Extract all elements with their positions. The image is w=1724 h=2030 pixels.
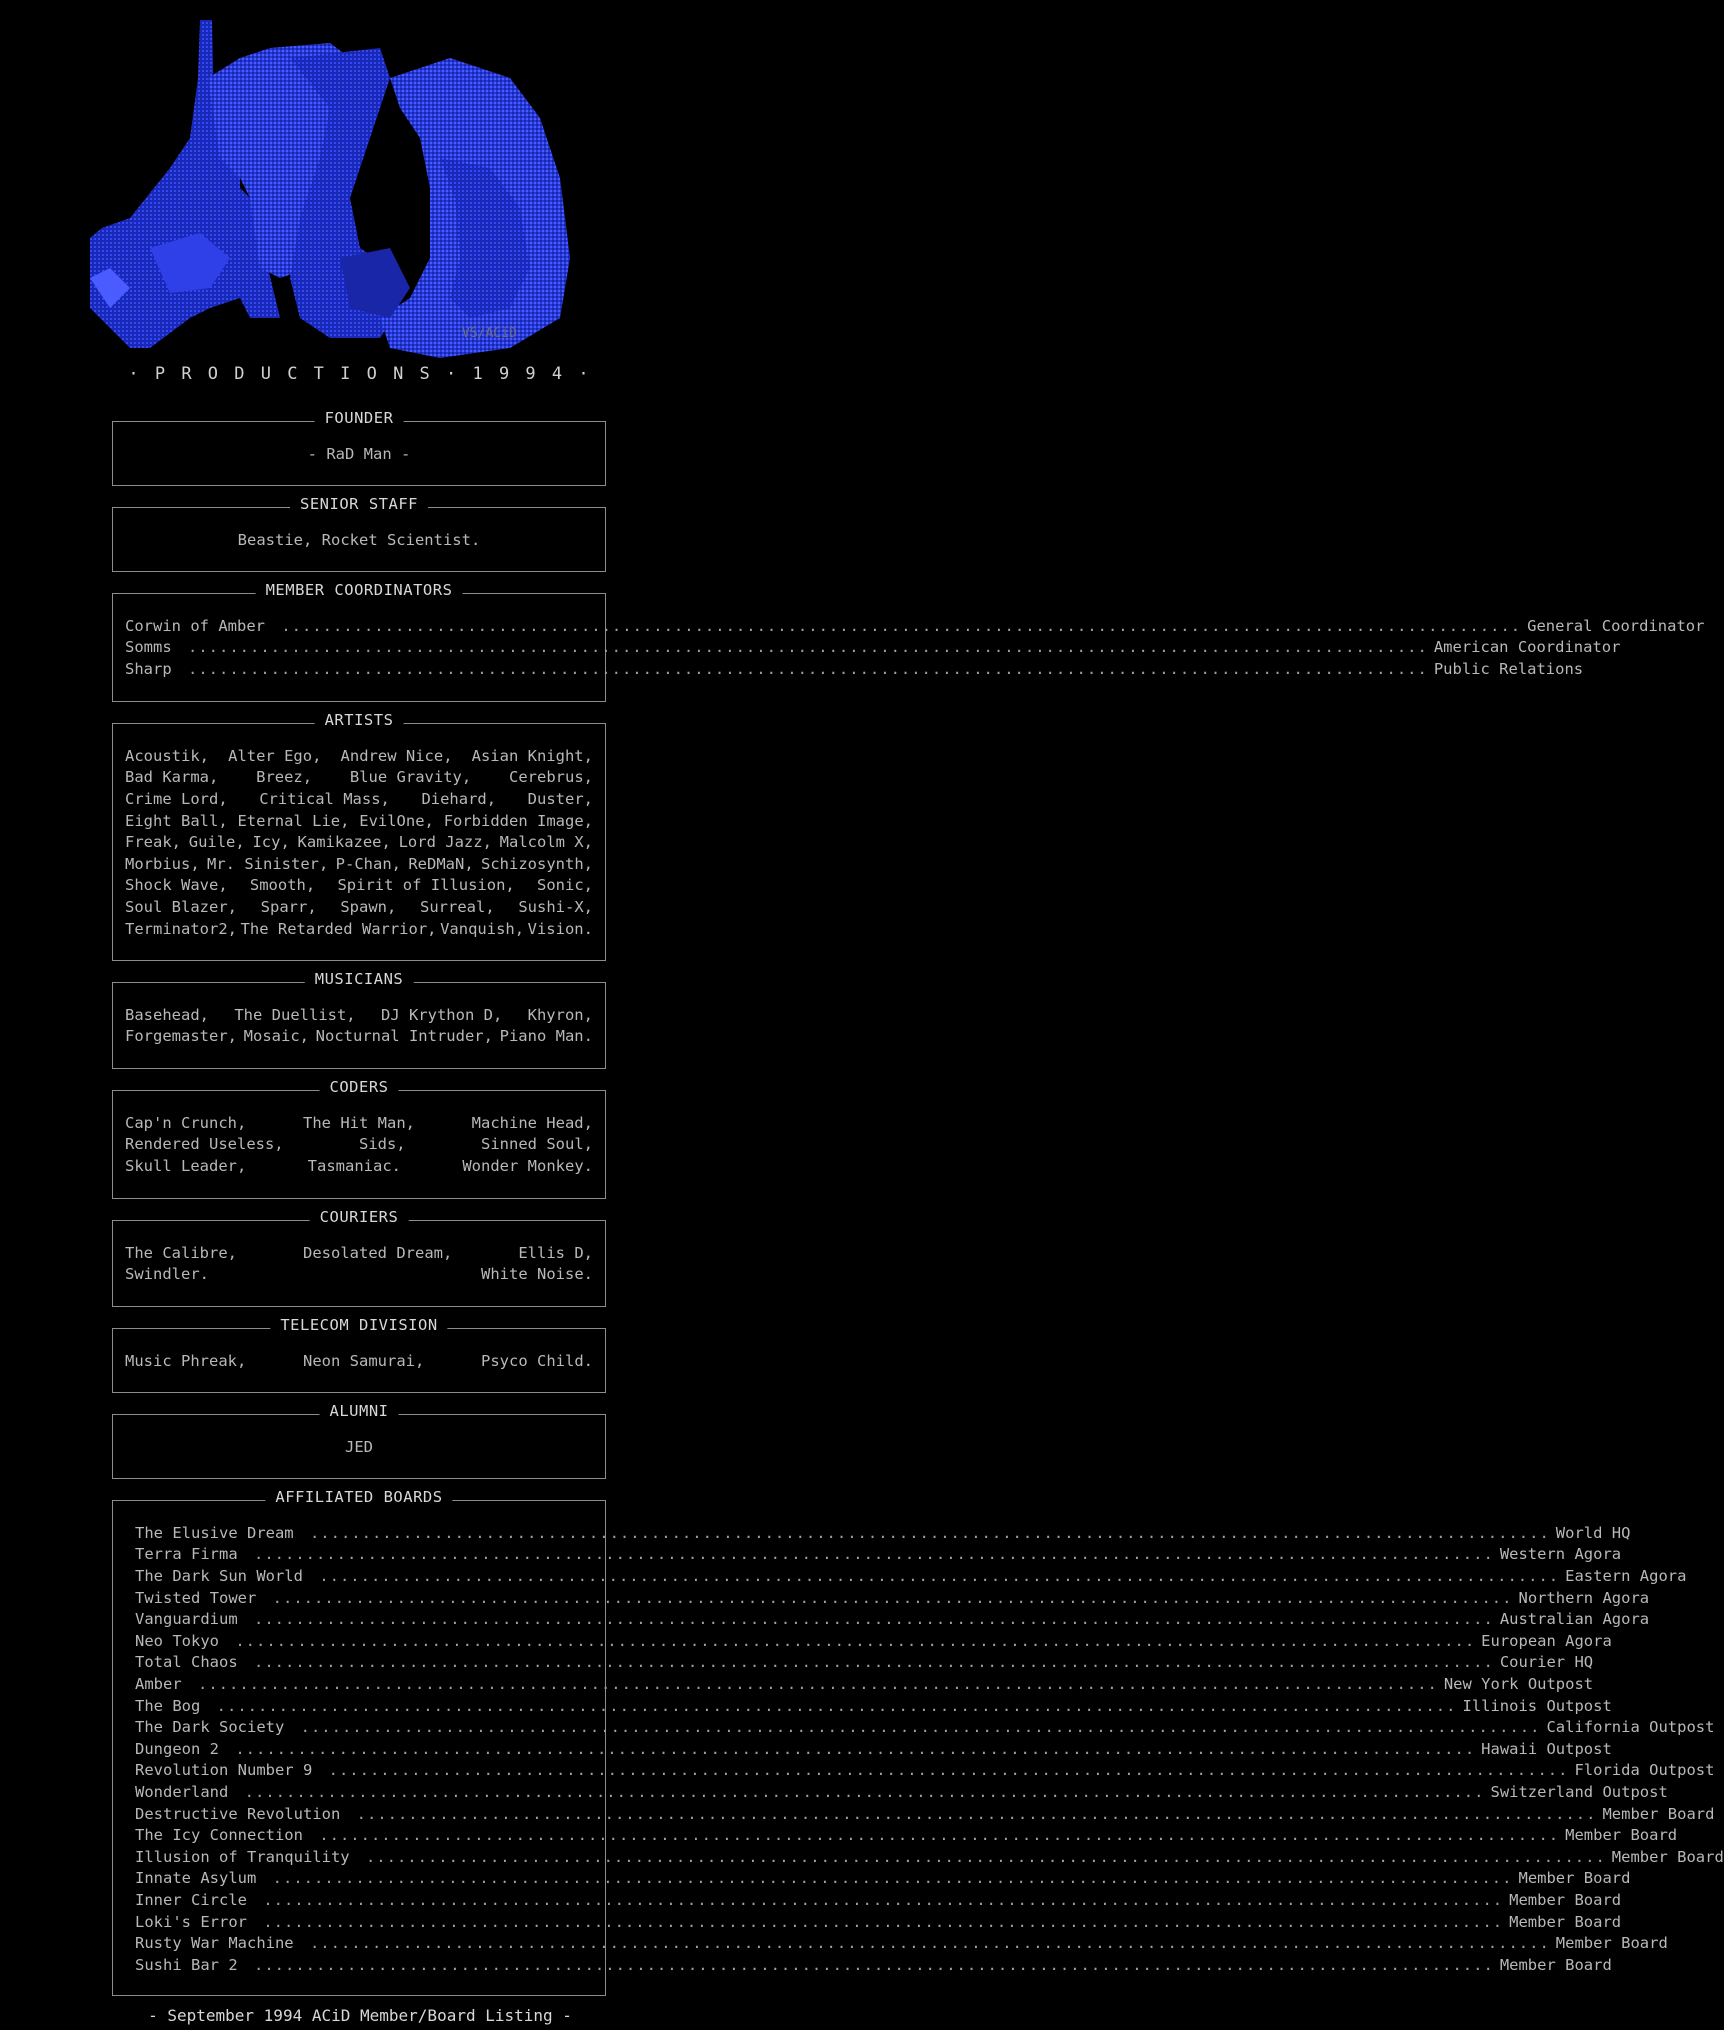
leader-dots: ........................................................................................................................ (252, 1912, 1504, 1931)
member-name: Icy, (252, 833, 290, 852)
artists-section (112, 711, 606, 961)
member-name: ReDMaN, (408, 854, 474, 873)
entry-role: American Coordinator (1433, 638, 1621, 657)
member-name: Sinned Soul, (481, 1135, 593, 1154)
listing-row (135, 1608, 1650, 1630)
entry-role: General Coordinator (1527, 616, 1705, 635)
listing-row (135, 1630, 1612, 1652)
entry-name: Sharp (125, 659, 172, 678)
member-name: Mosaic, (243, 1027, 309, 1046)
name-row (125, 1155, 593, 1177)
name-row (125, 831, 593, 853)
member-name: Asian Knight, (471, 746, 593, 765)
entry-role: European Agora (1481, 1631, 1612, 1650)
entry-name: The Dark Sun World (135, 1566, 303, 1585)
member-name: Kamikazee, (297, 833, 391, 852)
entry-role: Member Board (1499, 1955, 1612, 1974)
entry-name: Total Chaos (135, 1653, 238, 1672)
member-name: Diehard, (421, 789, 497, 808)
member-name: Freak, (125, 833, 181, 852)
entry-name: The Icy Connection (135, 1826, 303, 1845)
footer-caption: - September 1994 ACiD Member/Board Listing - (148, 2006, 572, 2025)
couriers-section (112, 1208, 606, 1307)
entry-name: Inner Circle (135, 1890, 247, 1909)
productions-banner: · P R O D U C T I O N S · 1 9 9 4 · (128, 364, 592, 384)
member-name: Swindler. (125, 1265, 209, 1284)
name-row (125, 918, 593, 940)
name-row (125, 1026, 593, 1048)
member-name: Sparr, (260, 897, 317, 916)
leader-dots: ........................................................................................................................ (290, 1718, 1541, 1737)
member-name: Andrew Nice, (340, 746, 453, 765)
section-title: COURIERS (310, 1208, 409, 1226)
member-name: Psyco Child. (481, 1351, 593, 1370)
leader-dots: ........................................................................................................................ (234, 1782, 1485, 1801)
member-name: Skull Leader, (125, 1156, 247, 1175)
section-title: FOUNDER (315, 409, 404, 427)
member-name: Machine Head, (471, 1113, 593, 1132)
listing-row (135, 1652, 1594, 1674)
listing-row (135, 1738, 1612, 1760)
member-name: Cerebrus, (509, 768, 593, 787)
member-name: The Duellist, (234, 1005, 356, 1024)
listing-row (135, 1781, 1668, 1803)
entry-role: Australian Agora (1499, 1610, 1650, 1629)
leader-dots: ........................................................................................................................ (270, 616, 1522, 635)
section-title: TELECOM DIVISION (270, 1316, 447, 1334)
listing-row (135, 1824, 1678, 1846)
entry-role: Member Board (1611, 1847, 1724, 1866)
member-name: Rendered Useless, (125, 1135, 284, 1154)
member-name: Mr. Sinister, (207, 854, 329, 873)
member-name: Khyron, (527, 1005, 593, 1024)
entry-role: World HQ (1555, 1523, 1631, 1542)
entry-role: Western Agora (1499, 1545, 1622, 1564)
leader-dots: ........................................................................................................................ (346, 1804, 1597, 1823)
entry-name: Amber (135, 1674, 182, 1693)
member-name: Neon Samurai, (303, 1351, 425, 1370)
member-name: Bad Karma, (125, 768, 219, 787)
member-name: Forbidden Image, (443, 811, 593, 830)
listing-row (135, 1868, 1631, 1890)
member-name: Sids, (358, 1135, 406, 1154)
listing-row (135, 1846, 1724, 1868)
leader-dots: ........................................................................................................................ (177, 638, 1428, 657)
entry-role: Member Board (1555, 1934, 1668, 1953)
leader-dots: ........................................................................................................................ (243, 1545, 1494, 1564)
entry-name: Vanguardium (135, 1610, 238, 1629)
entry-role: New York Outpost (1443, 1674, 1594, 1693)
member-name: Sushi-X, (518, 897, 593, 916)
listing-row (135, 1565, 1687, 1587)
alumni-names: JED (345, 1437, 373, 1456)
entry-name: The Elusive Dream (135, 1523, 294, 1542)
telecom-section (112, 1316, 606, 1393)
leader-dots: ........................................................................................................................ (308, 1826, 1560, 1845)
member-name: Spirit of Illusion, (337, 876, 515, 895)
entry-name: Neo Tokyo (135, 1631, 219, 1650)
section-title: MEMBER COORDINATORS (256, 581, 463, 599)
member-name: Acoustik, (125, 746, 209, 765)
member-name: Desolated Dream, (303, 1243, 453, 1262)
name-row (125, 1264, 593, 1286)
founder-section (112, 409, 606, 486)
member-name: Lord Jazz, (398, 833, 492, 852)
name-row (125, 875, 593, 897)
member-name: Breez, (256, 768, 313, 787)
member-name: DJ Krython D, (380, 1005, 503, 1024)
leader-dots: ........................................................................................................................ (177, 659, 1428, 678)
entry-role: Eastern Agora (1565, 1566, 1687, 1585)
entry-name: Wonderland (135, 1782, 229, 1801)
leader-dots: ........................................................................................................................ (308, 1566, 1560, 1585)
coders-section (112, 1078, 606, 1199)
leader-dots: ........................................................................................................................ (299, 1934, 1550, 1953)
entry-role: Hawaii Outpost (1481, 1739, 1612, 1758)
musicians-section (112, 970, 606, 1069)
member-name: The Hit Man, (303, 1113, 415, 1132)
member-name: Forgemaster, (125, 1027, 237, 1046)
listing-row (125, 615, 1705, 637)
member-name: Terminator2, (125, 919, 237, 938)
artist-signature: VS/ACiD (462, 326, 517, 341)
section-title: SENIOR STAFF (290, 495, 428, 513)
member-coordinators-section (112, 581, 1705, 702)
listing-row (135, 1544, 1622, 1566)
name-row (125, 1350, 593, 1372)
listing-row (125, 658, 1584, 680)
member-name: The Calibre, (125, 1243, 237, 1262)
listing-row (135, 1760, 1715, 1782)
listing-row (135, 1932, 1668, 1954)
member-name: Ellis D, (518, 1243, 593, 1262)
listing-row (135, 1803, 1715, 1825)
alumni-section (112, 1402, 606, 1479)
entry-role: Switzerland Outpost (1490, 1782, 1668, 1801)
member-name: Eternal Lie, (237, 811, 350, 830)
member-name: EvilOne, (359, 811, 434, 830)
leader-dots: ........................................................................................................................ (225, 1631, 1476, 1650)
entry-name: Terra Firma (135, 1545, 238, 1564)
name-row (125, 896, 593, 918)
name-row (125, 1242, 593, 1264)
listing-row (125, 637, 1621, 659)
member-name: Soul Blazer, (125, 897, 237, 916)
leader-dots: ........................................................................................................................ (243, 1610, 1494, 1629)
name-row (125, 853, 593, 875)
entry-name: Sushi Bar 2 (135, 1955, 238, 1974)
entry-role: Northern Agora (1518, 1588, 1650, 1607)
listing-row (135, 1889, 1622, 1911)
leader-dots: ........................................................................................................................ (206, 1696, 1457, 1715)
entry-role: Illinois Outpost (1462, 1696, 1612, 1715)
entry-role: Public Relations (1433, 659, 1584, 678)
entry-name: Dungeon 2 (135, 1739, 219, 1758)
listing-row (135, 1673, 1594, 1695)
entry-name: Illusion of Tranquility (135, 1847, 350, 1866)
member-name: Eight Ball, (125, 811, 228, 830)
listing-row (135, 1911, 1622, 1933)
listing-row (135, 1587, 1650, 1609)
entry-name: Corwin of Amber (125, 616, 265, 635)
member-name: Vision. (527, 919, 593, 938)
entry-role: Courier HQ (1499, 1653, 1594, 1672)
member-name: Music Phreak, (125, 1351, 247, 1370)
leader-dots: ........................................................................................................................ (318, 1761, 1569, 1780)
member-name: Sonic, (537, 876, 593, 895)
entry-name: The Dark Society (135, 1718, 285, 1737)
member-name: Spawn, (340, 897, 397, 916)
leader-dots: ........................................................................................................................ (262, 1869, 1513, 1888)
member-name: Smooth, (249, 876, 316, 895)
name-row (125, 1134, 593, 1156)
member-name: Wonder Monkey. (462, 1156, 593, 1175)
entry-name: Somms (125, 638, 172, 657)
entry-role: Member Board (1509, 1890, 1622, 1909)
listing-row (135, 1716, 1715, 1738)
founder-name: - RaD Man - (307, 444, 411, 463)
leader-dots: ........................................................................................................................ (225, 1739, 1476, 1758)
senior-staff-names: Beastie, Rocket Scientist. (237, 530, 481, 549)
entry-name: The Bog (135, 1696, 201, 1715)
entry-role: California Outpost (1546, 1718, 1715, 1737)
entry-name: Destructive Revolution (135, 1804, 341, 1823)
member-name: P-Chan, (335, 854, 401, 873)
member-name: Piano Man. (499, 1027, 593, 1046)
member-name: The Retarded Warrior, (240, 919, 437, 938)
member-name: Critical Mass, (259, 789, 390, 808)
section-title: ALUMNI (320, 1402, 399, 1420)
member-name: Basehead, (125, 1005, 209, 1024)
listing-row (135, 1695, 1612, 1717)
name-row (125, 1004, 593, 1026)
entry-name: Revolution Number 9 (135, 1761, 313, 1780)
listing-row (135, 1522, 1631, 1544)
name-row (125, 788, 593, 810)
leader-dots: ........................................................................................................................ (243, 1653, 1494, 1672)
entry-name: Twisted Tower (135, 1588, 257, 1607)
entry-role: Member Board (1518, 1869, 1631, 1888)
member-name: Duster, (527, 789, 593, 808)
listing-row (135, 1954, 1612, 1976)
member-name: Tasmaniac. (307, 1156, 401, 1175)
member-name: Shock Wave, (125, 876, 228, 895)
senior-staff-section (112, 495, 606, 572)
entry-role: Member Board (1509, 1912, 1622, 1931)
leader-dots: ........................................................................................................................ (187, 1674, 1438, 1693)
member-name: Nocturnal Intruder, (315, 1027, 493, 1046)
name-row (125, 810, 593, 832)
leader-dots: ........................................................................................................................ (355, 1847, 1606, 1866)
name-row (125, 745, 593, 767)
member-name: Malcolm X, (499, 833, 593, 852)
entry-name: Innate Asylum (135, 1869, 257, 1888)
entry-name: Loki's Error (135, 1912, 247, 1931)
name-row (125, 1112, 593, 1134)
acid-logo (90, 18, 590, 398)
member-name: Schizosynth, (481, 854, 593, 873)
member-name: White Noise. (481, 1265, 593, 1284)
entry-role: Florida Outpost (1574, 1761, 1715, 1780)
name-row (125, 767, 593, 789)
section-title: ARTISTS (315, 711, 404, 729)
leader-dots: ........................................................................................................................ (299, 1523, 1550, 1542)
member-name: Guile, (188, 833, 245, 852)
entry-name: Rusty War Machine (135, 1934, 294, 1953)
member-name: Morbius, (125, 854, 200, 873)
leader-dots: ........................................................................................................................ (252, 1890, 1504, 1909)
leader-dots: ........................................................................................................................ (243, 1955, 1494, 1974)
section-title: CODERS (320, 1078, 399, 1096)
entry-role: Member Board (1602, 1804, 1715, 1823)
member-name: Alter Ego, (228, 746, 322, 765)
member-name: Cap'n Crunch, (125, 1113, 247, 1132)
section-title: MUSICIANS (305, 970, 414, 988)
affiliated-boards-section (112, 1488, 1724, 1996)
member-name: Vanquish, (440, 919, 525, 938)
entry-role: Member Board (1565, 1826, 1678, 1845)
member-name: Blue Gravity, (349, 768, 472, 787)
leader-dots: ........................................................................................................................ (262, 1588, 1513, 1607)
section-title: AFFILIATED BOARDS (265, 1488, 452, 1506)
member-name: Surreal, (420, 897, 495, 916)
member-name: Crime Lord, (125, 789, 228, 808)
